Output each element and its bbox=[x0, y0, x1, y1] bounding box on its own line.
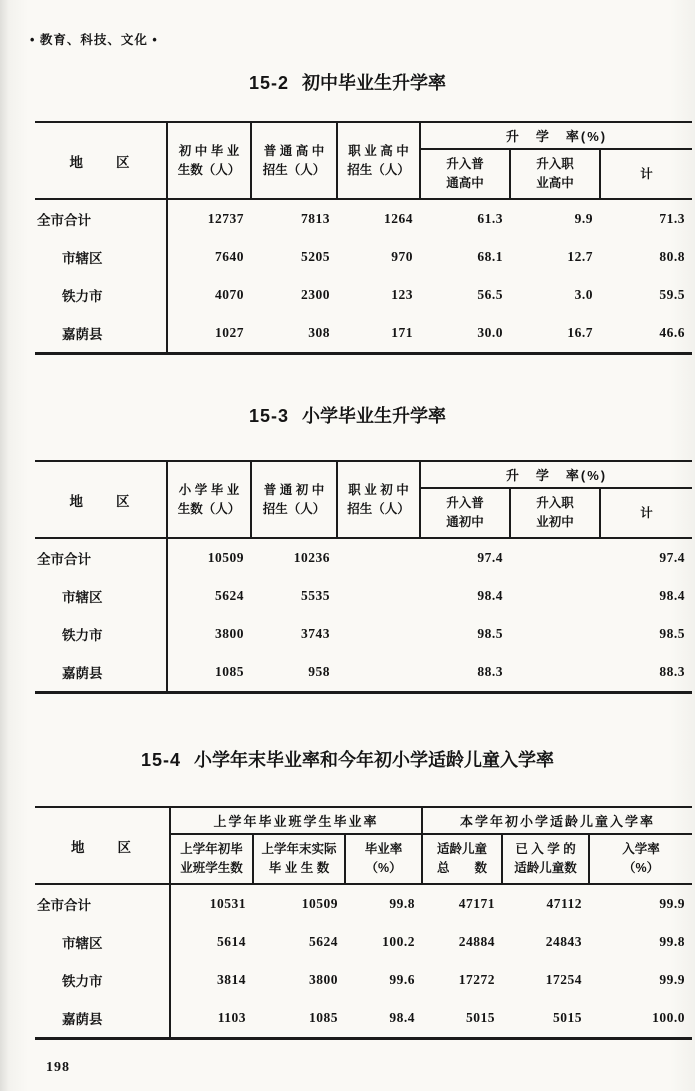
value-cell bbox=[510, 538, 600, 577]
value-cell: 80.8 bbox=[659, 249, 686, 264]
value-cell: 1264 bbox=[384, 211, 413, 226]
t3-group-graduation-rate: 上学年毕业班学生毕业率 bbox=[170, 807, 422, 834]
value-cell: 97.4 bbox=[477, 550, 503, 565]
value-cell bbox=[510, 653, 600, 693]
value-cell: 99.9 bbox=[659, 896, 686, 911]
value-cell: 17272 bbox=[458, 972, 496, 987]
page-number: 198 bbox=[46, 1060, 70, 1075]
table-15-3-title-text: 小学毕业生升学率 bbox=[302, 406, 447, 426]
table-15-2-title bbox=[0, 70, 695, 97]
region-cell: 嘉荫县 bbox=[35, 653, 167, 693]
value-cell: 3.0 bbox=[574, 287, 593, 302]
value-cell: 47171 bbox=[458, 896, 496, 911]
value-cell: 308 bbox=[308, 325, 330, 340]
value-cell: 59.5 bbox=[659, 287, 686, 302]
t1-col-vocational-hs: 职 业 高 中 招生（人） bbox=[337, 122, 420, 199]
value-cell: 88.3 bbox=[659, 664, 686, 679]
t2-col-graduates: 小 学 毕 业 生数（人） bbox=[167, 461, 251, 538]
value-cell: 47112 bbox=[546, 896, 583, 911]
value-cell: 4070 bbox=[215, 287, 244, 302]
table-row bbox=[35, 538, 692, 577]
t2-col-regular-jhs: 普 通 初 中 招生（人） bbox=[251, 461, 337, 538]
region-cell: 全市合计 bbox=[35, 538, 167, 577]
value-cell: 7640 bbox=[215, 249, 244, 264]
value-cell: 171 bbox=[391, 325, 413, 340]
t3-group-enrollment-rate: 本学年初小学适龄儿童入学率 bbox=[422, 807, 692, 834]
table-row bbox=[35, 884, 692, 923]
value-cell: 24843 bbox=[545, 934, 583, 949]
table-15-2 bbox=[35, 121, 692, 355]
table-row bbox=[35, 238, 692, 276]
value-cell: 100.2 bbox=[382, 934, 416, 949]
t3-subcol-enrollment-rate: 入学率 （%） bbox=[589, 834, 692, 884]
value-cell: 3814 bbox=[217, 972, 246, 987]
table-15-4 bbox=[35, 806, 692, 1040]
t3-subcol-school-age-total: 适龄儿童 总 数 bbox=[422, 834, 502, 884]
value-cell: 123 bbox=[391, 287, 413, 302]
t3-subcol-class-start: 上学年初毕 业班学生数 bbox=[170, 834, 253, 884]
region-cell: 市辖区 bbox=[35, 238, 167, 276]
region-cell: 铁力市 bbox=[35, 276, 167, 314]
value-cell: 10236 bbox=[293, 550, 330, 565]
value-cell: 98.4 bbox=[389, 1010, 416, 1025]
table-row bbox=[35, 199, 692, 238]
t3-subcol-enrolled-children: 已 入 学 的 适龄儿童数 bbox=[502, 834, 589, 884]
value-cell: 1085 bbox=[215, 664, 244, 679]
region-cell: 市辖区 bbox=[35, 923, 170, 961]
table-row bbox=[35, 276, 692, 314]
t1-col-regular-hs: 普 通 高 中 招生（人） bbox=[251, 122, 337, 199]
value-cell: 7813 bbox=[301, 211, 330, 226]
region-cell: 嘉荫县 bbox=[35, 999, 170, 1039]
value-cell: 100.0 bbox=[652, 1010, 686, 1025]
value-cell bbox=[337, 538, 420, 577]
t1-subcol-total: 计 bbox=[600, 149, 692, 199]
value-cell: 5624 bbox=[309, 934, 338, 949]
region-cell: 全市合计 bbox=[35, 884, 170, 923]
t2-group-promotion-rate: 升 学 率(%) bbox=[420, 461, 692, 488]
t2-subcol-total: 计 bbox=[600, 488, 692, 538]
value-cell: 3743 bbox=[301, 626, 330, 641]
table-15-4-title-text: 小学年末毕业率和今年初小学适龄儿童入学率 bbox=[194, 750, 555, 770]
value-cell: 46.6 bbox=[659, 325, 686, 340]
value-cell bbox=[510, 577, 600, 615]
t1-subcol-to-regular: 升入普 通高中 bbox=[420, 149, 510, 199]
t3-subcol-actual-graduates: 上学年末实际 毕 业 生 数 bbox=[253, 834, 345, 884]
value-cell: 30.0 bbox=[477, 325, 503, 340]
value-cell: 56.5 bbox=[477, 287, 503, 302]
value-cell: 5614 bbox=[217, 934, 246, 949]
value-cell: 99.8 bbox=[389, 896, 416, 911]
value-cell: 10509 bbox=[207, 550, 244, 565]
t3-subcol-graduation-rate: 毕业率 （%） bbox=[345, 834, 422, 884]
value-cell: 99.6 bbox=[389, 972, 416, 987]
t1-subcol-to-vocational: 升入职 业高中 bbox=[510, 149, 600, 199]
value-cell: 68.1 bbox=[477, 249, 503, 264]
value-cell: 958 bbox=[308, 664, 330, 679]
value-cell: 5624 bbox=[215, 588, 244, 603]
t2-col-vocational-jhs: 职 业 初 中 招生（人） bbox=[337, 461, 420, 538]
t3-region-header: 地 区 bbox=[35, 807, 170, 884]
value-cell: 98.4 bbox=[659, 588, 686, 603]
value-cell: 99.9 bbox=[659, 972, 686, 987]
value-cell: 61.3 bbox=[477, 211, 503, 226]
value-cell: 2300 bbox=[301, 287, 330, 302]
value-cell: 5015 bbox=[553, 1010, 583, 1025]
value-cell: 98.5 bbox=[477, 626, 503, 641]
table-row bbox=[35, 314, 692, 354]
value-cell: 71.3 bbox=[659, 211, 686, 226]
t2-subcol-to-vocational: 升入职 业初中 bbox=[510, 488, 600, 538]
value-cell: 5015 bbox=[466, 1010, 496, 1025]
region-cell: 铁力市 bbox=[35, 961, 170, 999]
region-cell: 市辖区 bbox=[35, 577, 167, 615]
value-cell: 16.7 bbox=[567, 325, 593, 340]
t2-region-header: 地 区 bbox=[35, 461, 167, 538]
value-cell: 5535 bbox=[301, 588, 330, 603]
region-cell: 铁力市 bbox=[35, 615, 167, 653]
value-cell: 1085 bbox=[309, 1010, 338, 1025]
table-15-3-title bbox=[0, 403, 695, 430]
value-cell bbox=[337, 615, 420, 653]
table-row bbox=[35, 653, 692, 693]
region-cell: 嘉荫县 bbox=[35, 314, 167, 354]
table-15-4-number: 15-4 bbox=[140, 750, 182, 770]
value-cell bbox=[337, 653, 420, 693]
value-cell: 1027 bbox=[215, 325, 244, 340]
table-row bbox=[35, 577, 692, 615]
value-cell: 12.7 bbox=[567, 249, 593, 264]
t1-region-header: 地 区 bbox=[35, 122, 167, 199]
region-cell: 全市合计 bbox=[35, 199, 167, 238]
value-cell: 12737 bbox=[207, 211, 244, 226]
table-15-2-title-text: 初中毕业生升学率 bbox=[302, 73, 447, 93]
value-cell: 5205 bbox=[301, 249, 330, 264]
value-cell: 17254 bbox=[545, 972, 583, 987]
value-cell: 3800 bbox=[309, 972, 338, 987]
value-cell: 98.5 bbox=[659, 626, 686, 641]
value-cell: 10531 bbox=[209, 896, 246, 911]
edition-header: • 教育、科技、文化 • bbox=[30, 33, 158, 47]
t1-col-graduates: 初 中 毕 业 生数（人） bbox=[167, 122, 251, 199]
table-15-3-number: 15-3 bbox=[248, 406, 290, 426]
table-15-3 bbox=[35, 460, 692, 694]
value-cell: 98.4 bbox=[477, 588, 503, 603]
value-cell: 24884 bbox=[458, 934, 496, 949]
value-cell: 10509 bbox=[301, 896, 338, 911]
table-row bbox=[35, 961, 692, 999]
value-cell bbox=[337, 577, 420, 615]
value-cell: 1103 bbox=[217, 1010, 246, 1025]
value-cell: 970 bbox=[391, 249, 413, 264]
table-row bbox=[35, 615, 692, 653]
table-15-4-title bbox=[0, 747, 695, 774]
t1-group-promotion-rate: 升 学 率(%) bbox=[420, 122, 692, 149]
table-row bbox=[35, 999, 692, 1039]
value-cell: 88.3 bbox=[477, 664, 503, 679]
table-row bbox=[35, 923, 692, 961]
value-cell: 3800 bbox=[215, 626, 244, 641]
table-15-2-number: 15-2 bbox=[248, 73, 290, 93]
value-cell: 99.8 bbox=[659, 934, 686, 949]
value-cell bbox=[510, 615, 600, 653]
value-cell: 9.9 bbox=[574, 211, 593, 226]
value-cell: 97.4 bbox=[659, 550, 686, 565]
t2-subcol-to-regular: 升入普 通初中 bbox=[420, 488, 510, 538]
